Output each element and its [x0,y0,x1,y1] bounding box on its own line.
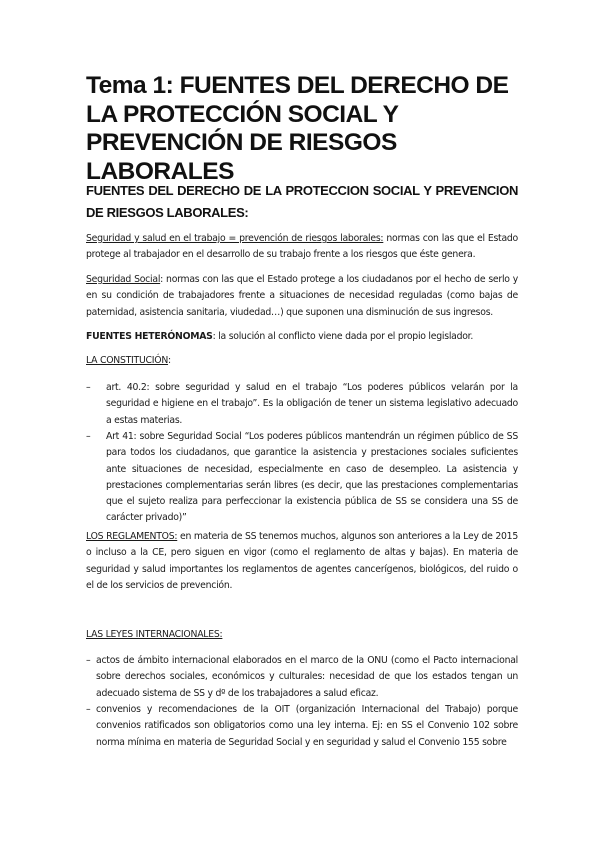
list-item-onu [86,653,518,702]
heading-leyes-internacionales [86,627,518,643]
heading-constitucion-colon: : [168,355,171,366]
term-seguridad-salud: Seguridad y salud en el trabajo = prevención de riesgos laborales: [86,233,384,244]
list-item-art-41 [86,429,518,527]
page-title: Tema 1: FUENTES DEL DERECHO DE LA PROTECCIÓN SOCIAL Y PREVENCIÓN DE RIESGOS LABORALES [86,72,509,185]
list-item-text: convenios y recomendaciones de la OIT (organización Internacional del Trabajo) porque convenios ratificados son obligatorios como una ley interna. Ej: en SS el Convenio 102 sobre norma mínima en materia de Seguridad Social y en seguridad y salud el Convenio 155 sobre [96,704,518,748]
dash-bullet: – [86,704,91,715]
heading-constitucion [86,353,518,369]
dash-bullet: – [86,655,91,666]
paragraph-seguridad-salud [86,231,518,264]
dash-bullet: – [86,382,91,393]
paragraph-seguridad-social [86,272,518,321]
term-seguridad-social: Seguridad Social [86,274,161,285]
paragraph-reglamentos [86,529,518,594]
heading-leyes-label: LAS LEYES INTERNACIONALES: [86,629,223,640]
term-fuentes-heteronomas: FUENTES HETERÓNOMAS [86,331,213,342]
text-seguridad-social: : normas con las que el Estado protege a los ciudadanos por el hecho de serlo y en su condición de trabajadores frente a situaciones de necesidad reguladas (como bajas de paternidad, asistencia sanitaria, viudedad…) que suponen una disminución de sus ingresos. [86,274,518,318]
list-item-text: actos de ámbito internacional elaborados en el marco de la ONU (como el Pacto internacional sobre derechos sociales, económicos y culturales: necesidad de que los estados tengan un adecuado sistema de SS y dº de los trabajadores a salud eficaz. [96,655,518,699]
dash-bullet: – [86,431,91,442]
text-fuentes-heteronomas: : la solución al conflicto viene dada por el propio legislador. [212,331,474,342]
heading-constitucion-label: LA CONSTITUCIÓN [86,355,169,366]
paragraph-fuentes-heteronomas [86,329,518,345]
section-subtitle: FUENTES DEL DERECHO DE LA PROTECCION SOCIAL Y PREVENCION DE RIESGOS LABORALES: [86,183,518,220]
list-item-art-40 [86,380,518,429]
list-item-oit [86,702,518,751]
text-reglamentos: en materia de SS tenemos muchos, algunos son anteriores a la Ley de 2015 o incluso a la CE, pero siguen en vigor (como el reglamento de altas y bajas). En materia de seguridad y salud importantes los reglamentos de agentes cancerígenos, biológicos, del ruido o el de los servicios de prevención. [86,531,518,591]
list-item-text: Art 41: sobre Seguridad Social “Los poderes públicos mantendrán un régimen público de SS para todos los ciudadanos, que garantice la asistencia y prestaciones sociales suficientes ante situaciones de necesidad, especialmente en caso de desempleo. La asistencia y prestaciones complementarias serán libres (es decir, que las prestaciones complementarias que el sujeto realiza para perfeccionar la existencia pública de SS se considera una SS de carácter privado)” [106,431,518,524]
text-seguridad-salud: normas con las que el Estado protege al trabajador en el desarrollo de su trabajo frente a los riesgos que éste genera. [86,233,518,261]
list-item-text: art. 40.2: sobre seguridad y salud en el trabajo “Los poderes públicos velarán por la seguridad e higiene en el trabajo”. Es la obligación de tener un sistema legislativo adecuado a estas materias. [106,382,518,426]
term-reglamentos: LOS REGLAMENTOS: [86,531,178,542]
